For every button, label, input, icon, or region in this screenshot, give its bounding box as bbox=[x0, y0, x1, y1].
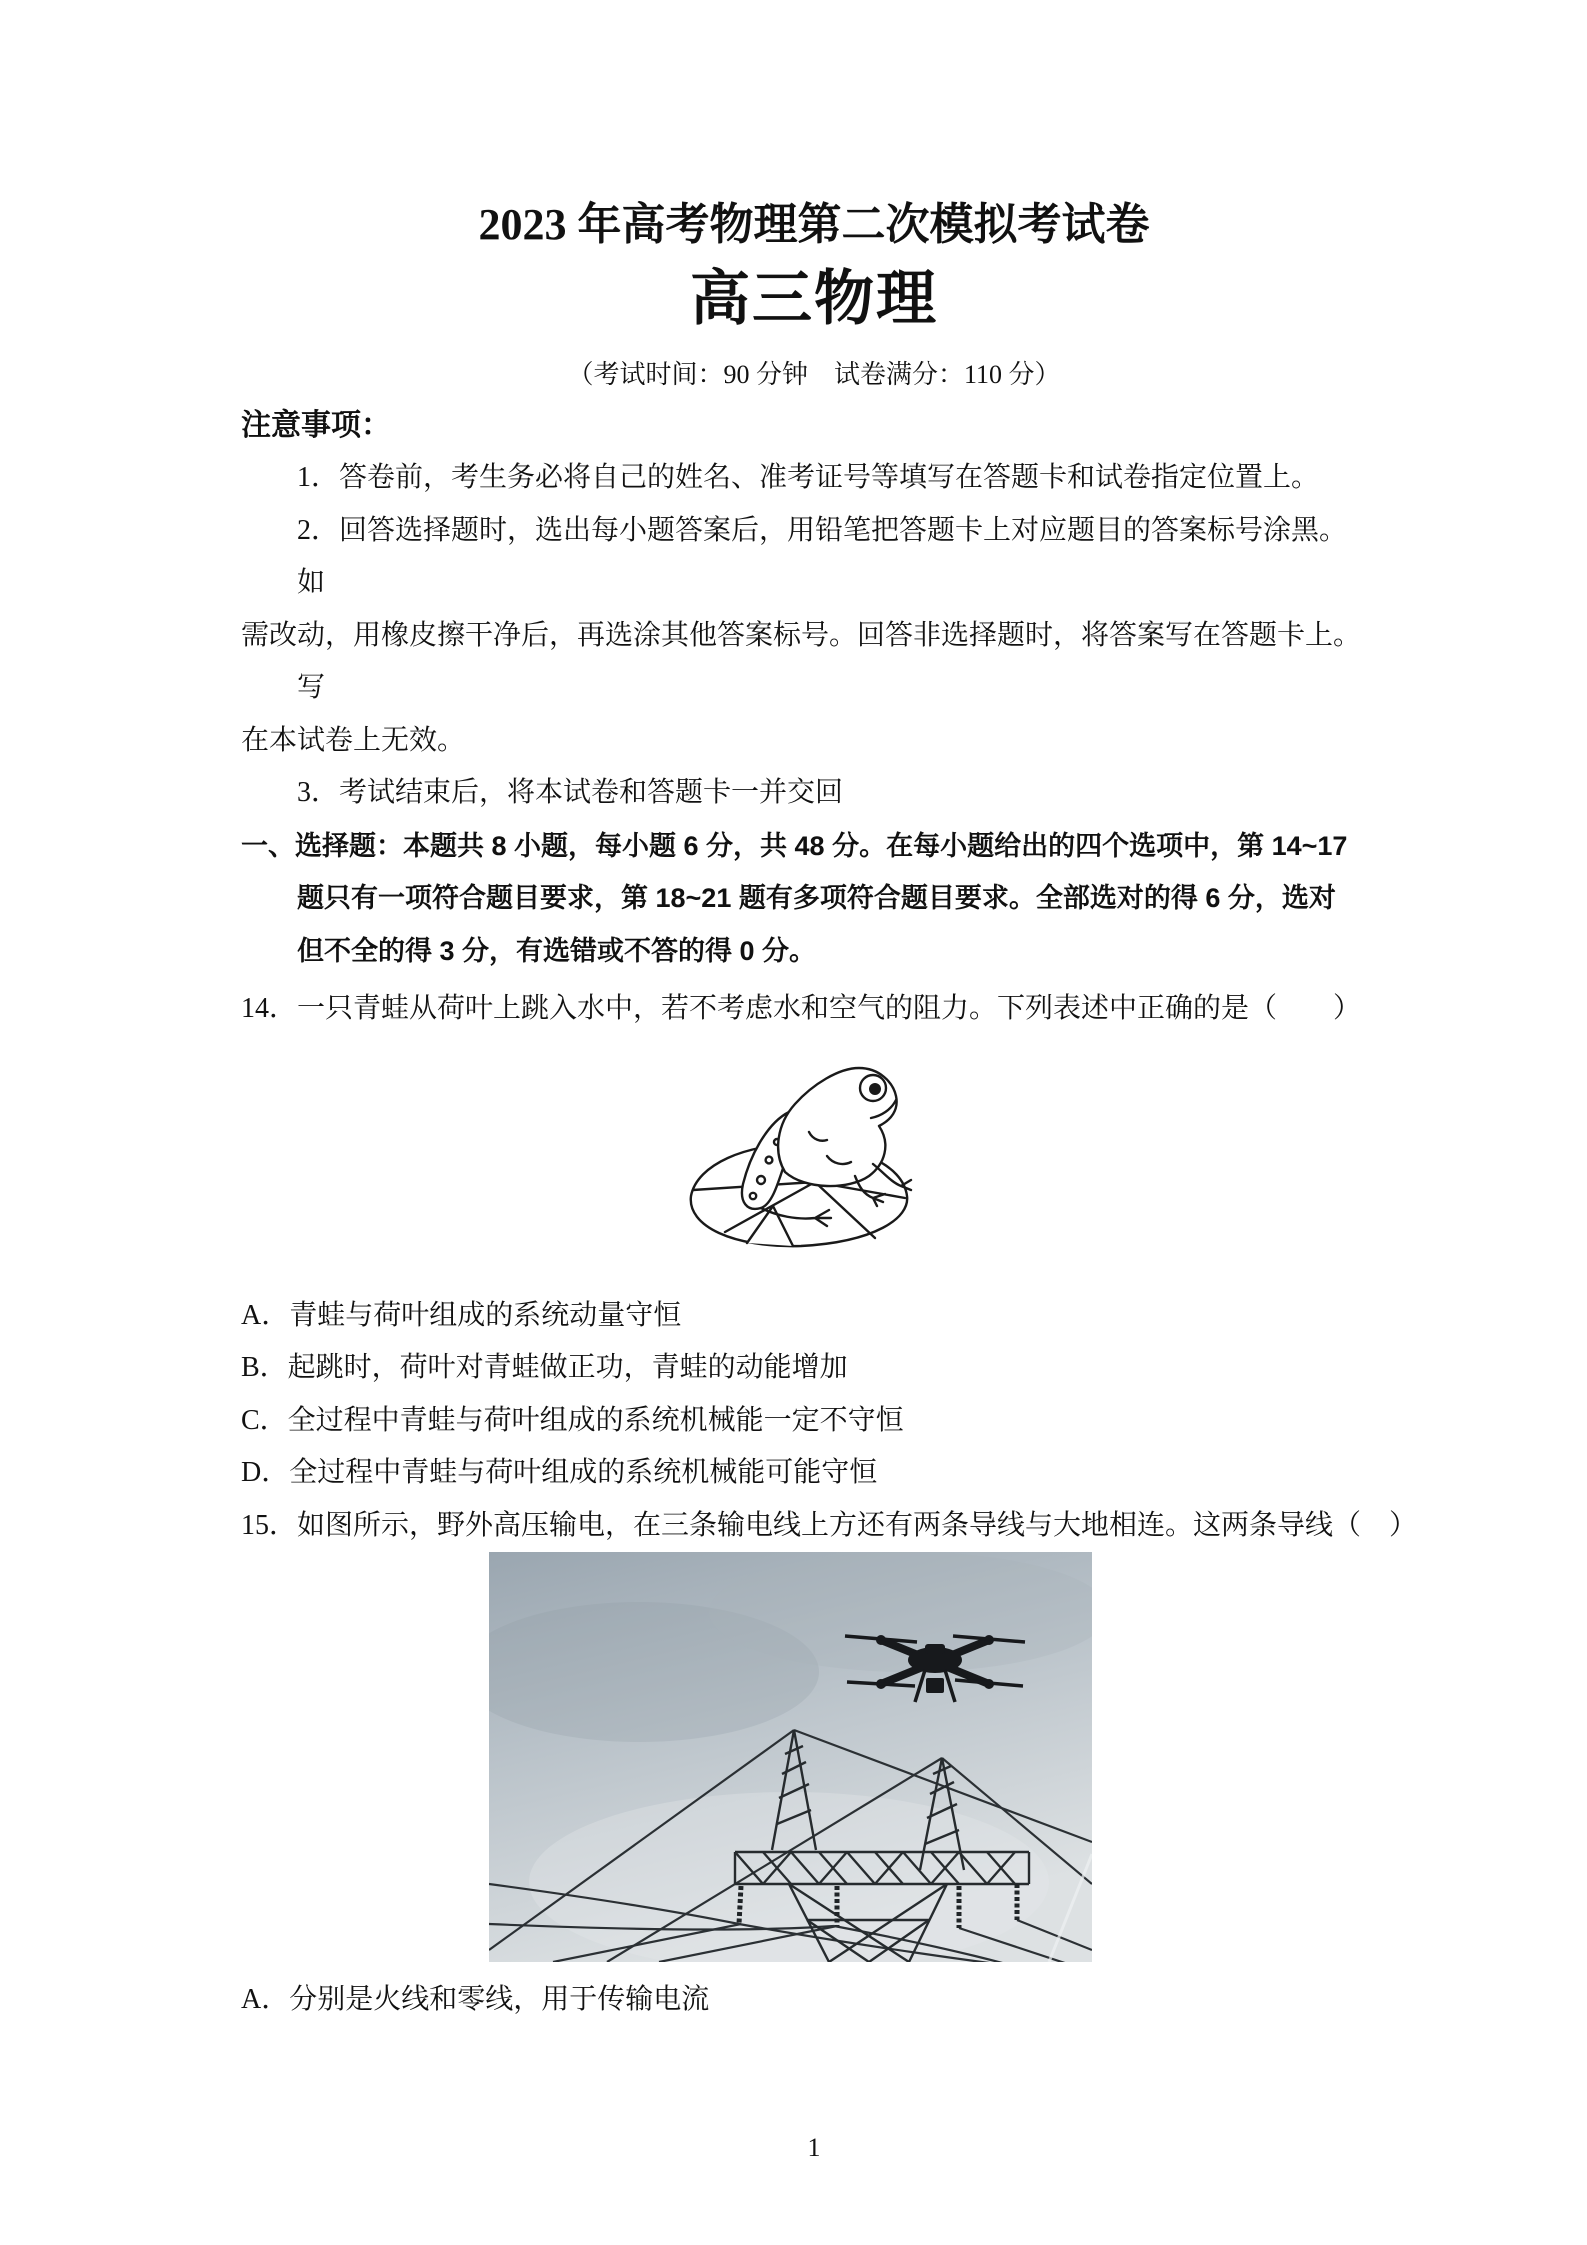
answer-option: A．青蛙与荷叶组成的系统动量守恒 bbox=[241, 1299, 682, 1331]
exam-title: 2023 年高考物理第二次模拟考试卷 bbox=[478, 200, 1150, 249]
frog-illustration bbox=[677, 1060, 917, 1256]
section-header-line: 但不全的得 3 分，有选错或不答的得 0 分。 bbox=[297, 935, 817, 966]
page-number: 1 bbox=[807, 2132, 821, 2162]
answer-option: A．分别是火线和零线，用于传输电流 bbox=[241, 1984, 710, 2015]
notice-line: 2．回答选择题时，选出每小题答案后，用铅笔把答题卡上对应题目的答案标号涂黑。 bbox=[297, 514, 1348, 546]
answer-option: C．全过程中青蛙与荷叶组成的系统机械能一定不守恒 bbox=[241, 1404, 904, 1436]
exam-time-score-info: （考试时间：90 分钟 试卷满分：110 分） bbox=[567, 360, 1061, 389]
notice-list bbox=[241, 452, 1387, 820]
frog-pupil bbox=[869, 1083, 881, 1095]
power-tower-photo bbox=[489, 1552, 1092, 1962]
question-14-stem: 14．一只青蛙从荷叶上跳入水中，若不考虑水和空气的阻力。下列表述中正确的是（ ） bbox=[241, 993, 1362, 1024]
notice-line: 3．考试结束后，将本试卷和答题卡一并交回 bbox=[297, 777, 844, 808]
question-15-stem: 15．如图所示，野外高压输电，在三条输电线上方还有两条导线与大地相连。这两条导线（ ） bbox=[241, 1509, 1418, 1541]
notice-line: 写 bbox=[297, 672, 326, 703]
section-1-header bbox=[241, 820, 1387, 978]
notice-heading: 注意事项： bbox=[241, 409, 391, 442]
cloud bbox=[709, 1552, 1092, 1672]
answer-option: D．全过程中青蛙与荷叶组成的系统机械能可能守恒 bbox=[241, 1457, 878, 1488]
section-header-line: 一、选择题：本题共 8 小题，每小题 6 分，共 48 分。在每小题给出的四个选项中，第 14~17 bbox=[241, 830, 1348, 861]
exam-subject-title: 高三物理 bbox=[690, 265, 938, 332]
notice-line: 如 bbox=[297, 567, 326, 598]
transmission-tower-with-drone-image bbox=[489, 1552, 1092, 1962]
notice-line: 1．答卷前，考生务必将自己的姓名、准考证号等填写在答题卡和试卷指定位置上。 bbox=[297, 462, 1320, 493]
answer-option: B．起跳时，荷叶对青蛙做正功，青蛙的动能增加 bbox=[241, 1352, 848, 1383]
notice-line: 需改动，用橡皮擦干净后，再选涂其他答案标号。回答非选择题时，将答案写在答题卡上。 bbox=[241, 619, 1362, 651]
section-header-line: 题只有一项符合题目要求，第 18~21 题有多项符合题目要求。全部选对的得 6 分，选对 bbox=[297, 883, 1336, 913]
frog-on-lily-pad-drawing bbox=[677, 1060, 917, 1256]
question-14-options bbox=[241, 1290, 1387, 1500]
notice-line: 在本试卷上无效。 bbox=[241, 724, 466, 756]
question-15-options bbox=[241, 1974, 1387, 2027]
